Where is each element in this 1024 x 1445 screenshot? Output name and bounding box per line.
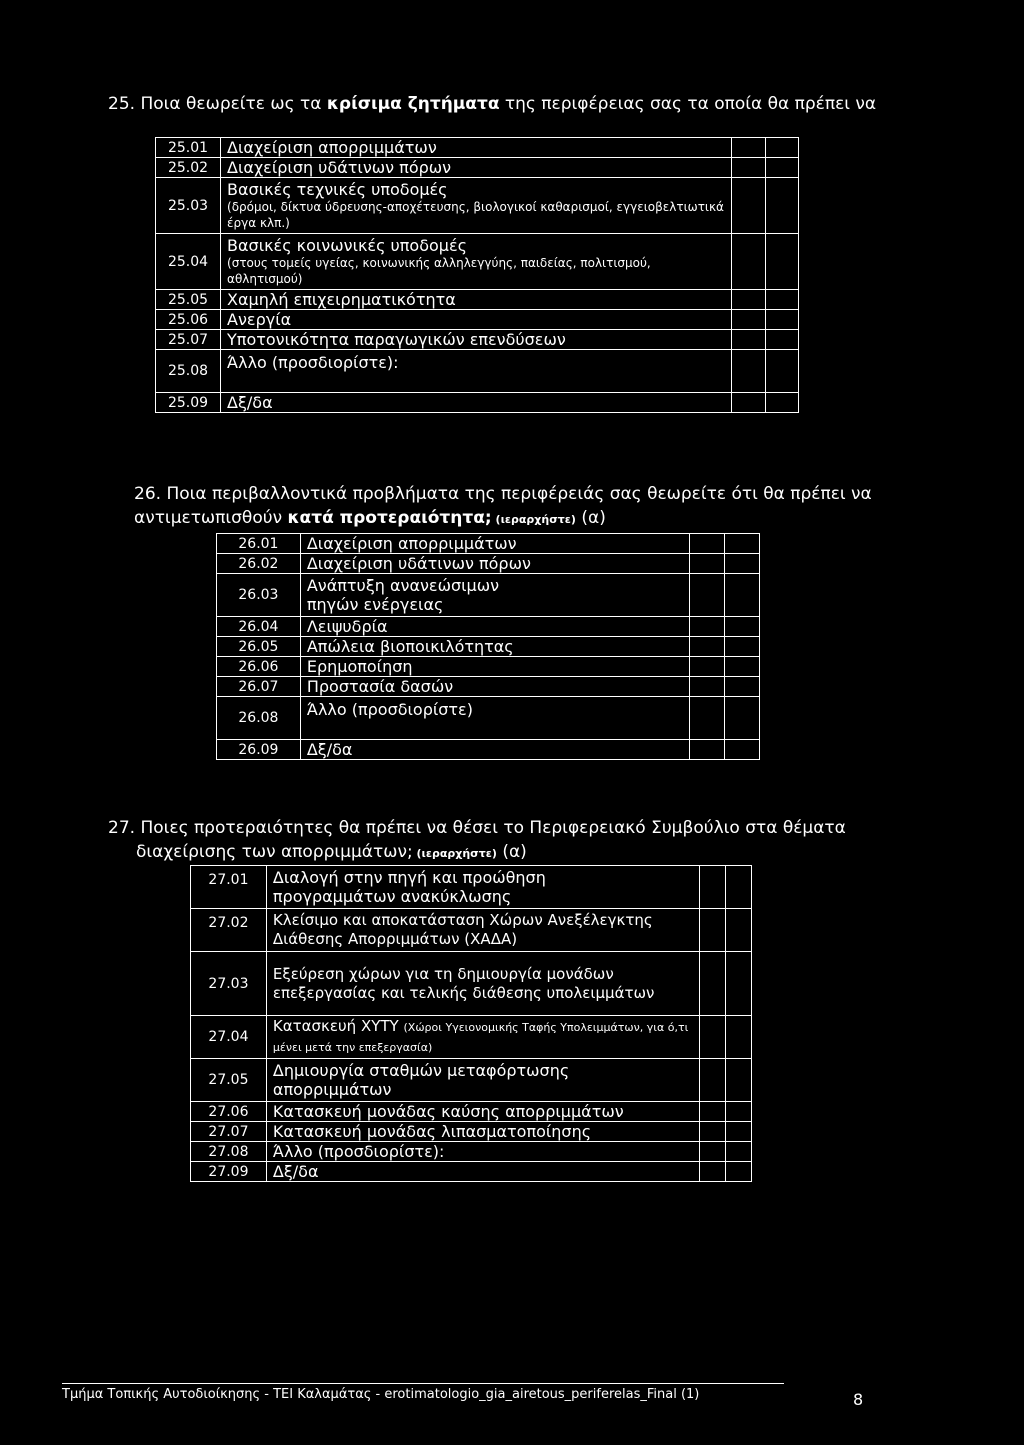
table-row xyxy=(191,1162,752,1182)
answer-box[interactable] xyxy=(732,330,765,350)
answer-box[interactable] xyxy=(690,554,725,574)
answer-box[interactable] xyxy=(726,866,752,909)
answer-box[interactable] xyxy=(765,178,798,234)
bold-phrase: κρίσιμα ζητήματα xyxy=(326,94,500,114)
row-label: Βασικές τεχνικές υποδομές xyxy=(227,180,448,199)
row-label: Διαχείριση απορριμμάτων xyxy=(221,138,732,158)
answer-box[interactable] xyxy=(732,158,765,178)
row-label: Δξ/δα xyxy=(266,1162,699,1182)
row-code: 26.03 xyxy=(217,574,301,617)
answer-box[interactable] xyxy=(765,158,798,178)
table-row xyxy=(217,574,760,617)
answer-box[interactable] xyxy=(725,617,760,637)
row-label: Άλλο (προσδιορίστε): xyxy=(266,1142,699,1162)
row-code: 25.06 xyxy=(156,310,221,330)
answer-box[interactable] xyxy=(726,1142,752,1162)
row-code: 26.09 xyxy=(217,740,301,760)
answer-box[interactable] xyxy=(726,1122,752,1142)
answer-box[interactable] xyxy=(725,574,760,617)
question-25-table xyxy=(155,137,799,413)
row-code: 27.08 xyxy=(191,1142,267,1162)
table-row xyxy=(156,234,799,290)
answer-box[interactable] xyxy=(765,330,798,350)
answer-box[interactable] xyxy=(726,1102,752,1122)
row-code: 25.02 xyxy=(156,158,221,178)
answer-box[interactable] xyxy=(726,909,752,952)
table-row xyxy=(217,534,760,554)
answer-box[interactable] xyxy=(732,350,765,393)
answer-box[interactable] xyxy=(700,1142,726,1162)
answer-box[interactable] xyxy=(725,677,760,697)
answer-box[interactable] xyxy=(725,554,760,574)
row-code: 25.04 xyxy=(156,234,221,290)
answer-box[interactable] xyxy=(732,310,765,330)
row-code: 26.01 xyxy=(217,534,301,554)
question-26-title: 26. Ποια περιβαλλοντικά προβλήματα της περιφέρειάς σας θεωρείτε ότι θα πρέπει να αντιμετωπισθούν κατά προτεραιότητα; (ιεραρχήστε) (α) xyxy=(134,484,872,528)
answer-box[interactable] xyxy=(690,677,725,697)
table-row xyxy=(156,330,799,350)
row-code: 25.08 xyxy=(156,350,221,393)
answer-box[interactable] xyxy=(725,740,760,760)
table-row xyxy=(217,554,760,574)
row-label: Διαχείριση υδάτινων πόρων xyxy=(300,554,689,574)
answer-box[interactable] xyxy=(690,697,725,740)
row-note: (Χώροι Υγειονομικής Ταφής Υπολειμμάτων, για ό,τι μένει μετά την επεξεργασία) xyxy=(272,1021,689,1054)
row-code: 26.06 xyxy=(217,657,301,677)
answer-box[interactable] xyxy=(700,1102,726,1122)
row-note: (δρόμοι, δίκτυα ύδρευσης-αποχέτευσης, βιολογικοί καθαρισμοί, εγγειοβελτιωτικά έργα κλπ.) xyxy=(227,200,724,230)
table-row xyxy=(156,393,799,413)
answer-box[interactable] xyxy=(732,138,765,158)
answer-box[interactable] xyxy=(700,1016,726,1059)
row-code: 25.01 xyxy=(156,138,221,158)
table-row xyxy=(217,637,760,657)
row-label: Βασικές κοινωνικές υποδομές xyxy=(227,236,468,255)
row-label: Ερημοποίηση xyxy=(300,657,689,677)
answer-box[interactable] xyxy=(725,534,760,554)
row-code: 27.02 xyxy=(191,909,267,952)
answer-box[interactable] xyxy=(765,290,798,310)
table-row xyxy=(156,178,799,234)
row-label: Άλλο (προσδιορίστε): xyxy=(221,350,732,393)
row-label: Άλλο (προσδιορίστε) xyxy=(300,697,689,740)
row-code: 26.07 xyxy=(217,677,301,697)
answer-box[interactable] xyxy=(765,350,798,393)
answer-box[interactable] xyxy=(700,1122,726,1142)
row-label: Κατασκευή μονάδας καύσης απορριμμάτων xyxy=(266,1102,699,1122)
answer-box[interactable] xyxy=(765,234,798,290)
row-label: Δξ/δα xyxy=(300,740,689,760)
answer-box[interactable] xyxy=(690,657,725,677)
answer-box[interactable] xyxy=(690,617,725,637)
table-row xyxy=(156,158,799,178)
row-code: 26.02 xyxy=(217,554,301,574)
row-label: Κατασκευή μονάδας λιπασματοποίησης xyxy=(266,1122,699,1142)
row-code: 25.09 xyxy=(156,393,221,413)
answer-box[interactable] xyxy=(726,952,752,1016)
table-row xyxy=(191,866,752,909)
row-label: Κατασκευή ΧΥΤΥ xyxy=(272,1017,399,1035)
row-label: Διαλογή στην πηγή και προώθηση προγραμμάτων ανακύκλωσης xyxy=(266,866,699,909)
table-row xyxy=(156,310,799,330)
row-code: 26.08 xyxy=(217,697,301,740)
row-label: Εξεύρεση χώρων για τη δημιουργία μονάδων επεξεργασίας και τελικής διάθεσης υπολειμμάτων xyxy=(266,952,699,1016)
row-label: Κλείσιμο και αποκατάσταση Χώρων Ανεξέλεγκτης Διάθεσης Απορριμμάτων (ΧΑΔΑ) xyxy=(266,909,699,952)
row-label: Διαχείριση υδάτινων πόρων xyxy=(221,158,732,178)
answer-box[interactable] xyxy=(765,310,798,330)
row-code: 27.04 xyxy=(191,1016,267,1059)
row-label: Διαχείριση απορριμμάτων xyxy=(300,534,689,554)
answer-box[interactable] xyxy=(732,290,765,310)
table-row xyxy=(217,657,760,677)
answer-box[interactable] xyxy=(732,178,765,234)
row-code: 25.05 xyxy=(156,290,221,310)
answer-box[interactable] xyxy=(690,740,725,760)
table-row xyxy=(191,1102,752,1122)
row-code: 27.09 xyxy=(191,1162,267,1182)
answer-box[interactable] xyxy=(725,657,760,677)
answer-box[interactable] xyxy=(725,697,760,740)
answer-box[interactable] xyxy=(690,534,725,554)
answer-box[interactable] xyxy=(700,1059,726,1102)
answer-box[interactable] xyxy=(725,637,760,657)
answer-box[interactable] xyxy=(765,393,798,413)
answer-box[interactable] xyxy=(726,1016,752,1059)
row-label: Ανεργία xyxy=(221,310,732,330)
row-code: 27.06 xyxy=(191,1102,267,1122)
answer-box[interactable] xyxy=(732,393,765,413)
answer-box[interactable] xyxy=(700,1162,726,1182)
table-row xyxy=(191,1016,752,1059)
row-code: 27.01 xyxy=(191,866,267,909)
table-row xyxy=(191,1142,752,1162)
table-row xyxy=(156,290,799,310)
table-row xyxy=(217,677,760,697)
answer-box[interactable] xyxy=(700,866,726,909)
row-code: 26.05 xyxy=(217,637,301,657)
question-27-title: 27. Ποιες προτεραιότητες θα πρέπει να θέσει το Περιφερειακό Συμβούλιο στα θέματα διαχείρισης των απορριμμάτων; (ιεραρχήστε) (α) xyxy=(108,818,846,862)
answer-box[interactable] xyxy=(726,1059,752,1102)
answer-box[interactable] xyxy=(700,909,726,952)
table-row xyxy=(217,697,760,740)
table-row xyxy=(191,1059,752,1102)
question-number: 25. xyxy=(108,94,136,114)
question-25-title: 25. Ποια θεωρείτε ως τα κρίσιμα ζητήματα της περιφέρειας σας τα οποία θα πρέπει να xyxy=(108,94,877,114)
row-label: Ανάπτυξη ανανεώσιμων πηγών ενέργειας xyxy=(300,574,689,617)
row-label: Προστασία δασών xyxy=(300,677,689,697)
row-code: 27.07 xyxy=(191,1122,267,1142)
table-row xyxy=(156,350,799,393)
row-code: 26.04 xyxy=(217,617,301,637)
row-code: 27.03 xyxy=(191,952,267,1016)
table-row xyxy=(217,740,760,760)
answer-box[interactable] xyxy=(690,637,725,657)
footer-divider xyxy=(62,1383,784,1384)
answer-box[interactable] xyxy=(732,234,765,290)
row-label: Δξ/δα xyxy=(221,393,732,413)
bold-phrase: κατά προτεραιότητα; xyxy=(287,508,492,528)
answer-box[interactable] xyxy=(765,138,798,158)
question-27-table xyxy=(190,865,752,1182)
row-note: (στους τομείς υγείας, κοινωνικής αλληλεγγύης, παιδείας, πολιτισμού, αθλητισμού) xyxy=(227,256,651,286)
footer-text: Τμήμα Τοπικής Αυτοδιοίκησης - ΤΕΙ Καλαμάτας - erotimatologio_gia_airetous_periferelas_Final (1) xyxy=(62,1387,700,1402)
row-label: Δημιουργία σταθμών μεταφόρτωσης απορριμμάτων xyxy=(266,1059,699,1102)
table-row xyxy=(217,617,760,637)
row-code: 27.05 xyxy=(191,1059,267,1102)
table-row xyxy=(156,138,799,158)
row-label: Λειψυδρία xyxy=(300,617,689,637)
table-row xyxy=(191,909,752,952)
row-label: Υποτονικότητα παραγωγικών επενδύσεων xyxy=(221,330,732,350)
row-label: Χαμηλή επιχειρηματικότητα xyxy=(221,290,732,310)
answer-box[interactable] xyxy=(726,1162,752,1182)
question-26-table xyxy=(216,533,760,760)
table-row xyxy=(191,952,752,1016)
row-label: Απώλεια βιοποικιλότητας xyxy=(300,637,689,657)
row-code: 25.03 xyxy=(156,178,221,234)
answer-box[interactable] xyxy=(690,574,725,617)
table-row xyxy=(191,1122,752,1142)
page-number: 8 xyxy=(853,1390,864,1409)
answer-box[interactable] xyxy=(700,952,726,1016)
row-code: 25.07 xyxy=(156,330,221,350)
